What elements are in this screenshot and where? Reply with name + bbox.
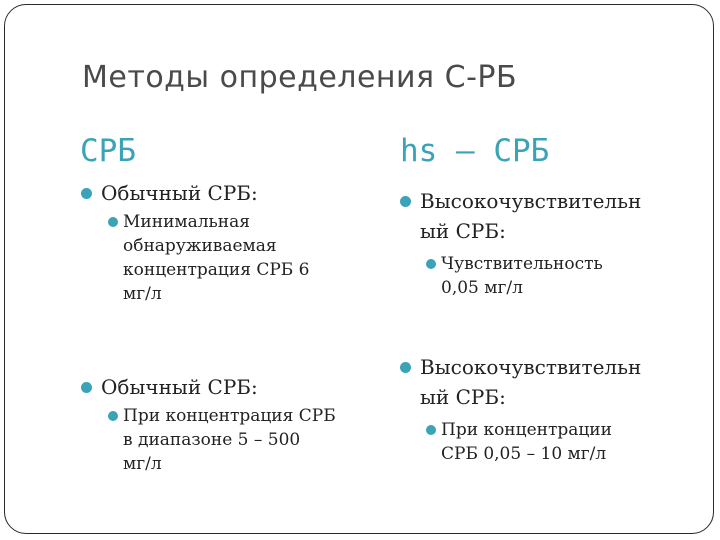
- left-block-1-sub-line-3: концентрация СРБ 6: [123, 260, 310, 280]
- right-block-1-sub-bullet: [441, 252, 603, 300]
- bullet-dot-icon: [108, 411, 118, 421]
- left-block-1-sub-bullet: [123, 210, 310, 306]
- bullet-dot-icon: [400, 362, 411, 373]
- right-block-1-sub-line-1: Чувствительность: [441, 254, 603, 274]
- right-block-1-line-1: Высокочувствительн: [420, 189, 642, 213]
- right-block-1-line-2: ый СРБ:: [420, 219, 506, 243]
- left-block-2-bullet: [101, 372, 258, 402]
- bullet-dot-icon: [81, 382, 92, 393]
- bullet-dot-icon: [81, 188, 92, 199]
- bullet-dot-icon: [426, 259, 436, 269]
- right-block-2-line-1: Высокочувствительн: [420, 355, 642, 379]
- bullet-dot-icon: [426, 425, 436, 435]
- bullet-dot-icon: [400, 196, 411, 207]
- right-block-2-sub-line-2: СРБ 0,05 – 10 мг/л: [441, 444, 607, 464]
- left-block-2-sub-line-3: мг/л: [123, 454, 162, 474]
- left-block-2-sub-bullet: [123, 404, 336, 476]
- right-block-2-sub-bullet: [441, 418, 612, 466]
- left-block-1-sub-line-4: мг/л: [123, 284, 162, 304]
- left-block-2-sub-line-1: При концентрация СРБ: [123, 406, 336, 426]
- right-column-heading: hs – СРБ: [400, 133, 550, 169]
- left-block-1-line-1: Обычный СРБ:: [101, 181, 258, 205]
- left-column-heading: СРБ: [80, 133, 136, 169]
- bullet-dot-icon: [108, 217, 118, 227]
- slide-title: Методы определения С-РБ: [82, 60, 518, 95]
- right-block-2-line-2: ый СРБ:: [420, 385, 506, 409]
- left-block-1-sub-line-2: обнаруживаемая: [123, 236, 277, 256]
- right-block-2-bullet: [420, 352, 641, 412]
- right-block-2-sub-line-1: При концентрации: [441, 420, 612, 440]
- left-block-2-line-1: Обычный СРБ:: [101, 375, 258, 399]
- right-block-1-bullet: [420, 186, 641, 246]
- left-block-1-bullet: [101, 178, 258, 208]
- left-block-1-sub-line-1: Минимальная: [123, 212, 251, 232]
- right-block-1-sub-line-2: 0,05 мг/л: [441, 278, 523, 298]
- left-block-2-sub-line-2: в диапазоне 5 – 500: [123, 430, 301, 450]
